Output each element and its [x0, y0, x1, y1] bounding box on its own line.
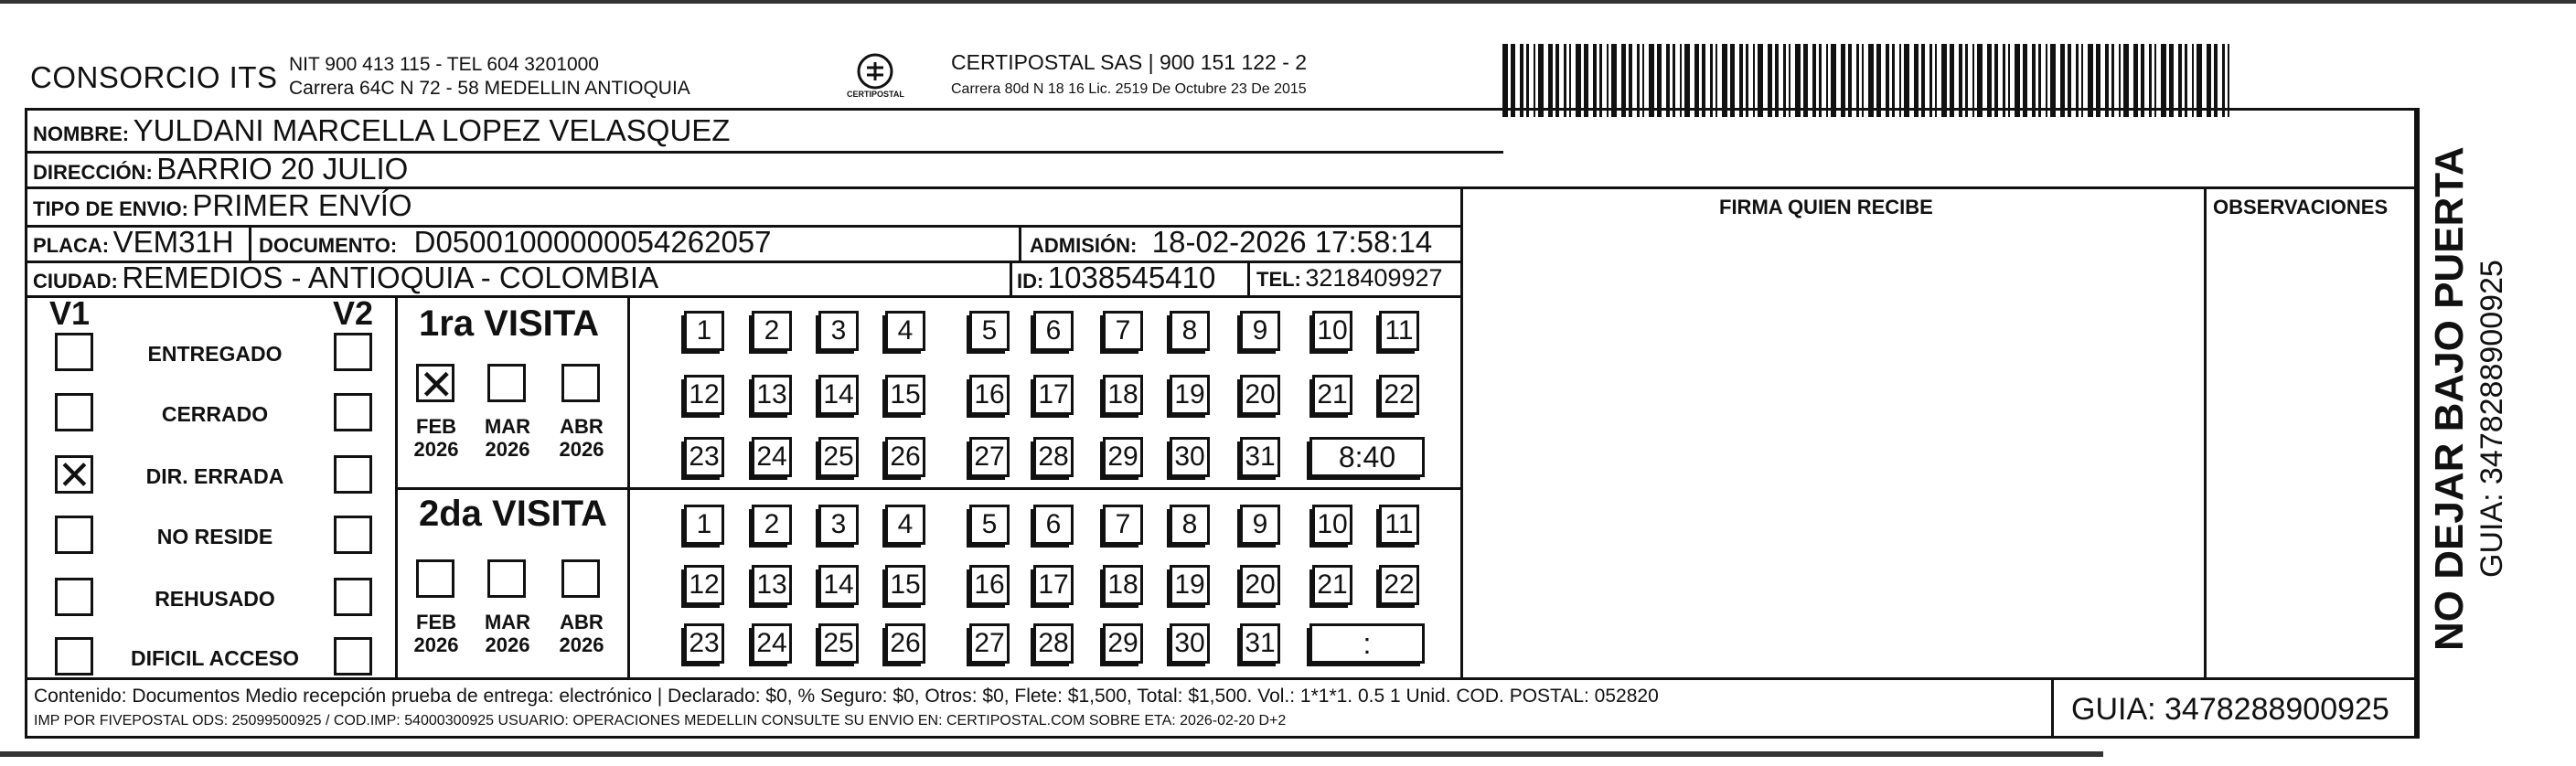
- admision-value: 18-02-2026 17:58:14: [1151, 225, 1433, 259]
- day-box[interactable]: 28: [1033, 623, 1074, 664]
- day-box[interactable]: 5: [969, 505, 1010, 545]
- barcode-bar: [1564, 44, 1566, 117]
- barcode-bar: [1548, 44, 1553, 117]
- month-year: 2026: [559, 633, 604, 656]
- barcode-bar: [1892, 44, 1895, 117]
- barcode-bar: [1904, 44, 1909, 117]
- day-box[interactable]: 17: [1033, 565, 1074, 605]
- barcode-bar: [2154, 44, 2156, 117]
- barcode-bar: [1702, 44, 1705, 117]
- documento-value: D05001000000054262057: [413, 225, 772, 259]
- barcode-bar: [1899, 44, 1901, 117]
- direccion-row: [33, 152, 408, 186]
- barcode-bar: [2222, 44, 2225, 117]
- day-box[interactable]: 3: [818, 505, 859, 545]
- firma-label: FIRMA QUIEN RECIBE: [1719, 196, 1933, 218]
- barcode-bar: [2032, 44, 2036, 117]
- barcode-bar: [2008, 44, 2010, 117]
- barcode-bar: [2068, 44, 2071, 117]
- barcode-bar: [1753, 44, 1755, 117]
- day-box[interactable]: 15: [885, 565, 925, 605]
- nombre-label: NOMBRE:: [33, 122, 130, 145]
- direccion-label: DIRECCIÓN:: [33, 161, 153, 184]
- logo-text: CERTIPOSTAL: [847, 90, 904, 99]
- tel-cell: [1256, 264, 1443, 293]
- day-box[interactable]: 22: [1379, 375, 1419, 415]
- barcode-bar: [1935, 44, 1937, 117]
- month-name: FEB: [416, 415, 456, 438]
- barcode-bar: [1803, 44, 1808, 117]
- contenido-line: Contenido: Documentos Medio recepción prueba de entrega: electrónico | Declarado: $0, % Seguro: $0, Otros: $0, Flete: $1,500, Total: $1,500. Vol.: 1*1*1. 0.5 1 Unid. COD. POSTAL: 052820: [34, 686, 1659, 707]
- barcode-bar: [1666, 44, 1670, 117]
- day-box[interactable]: 29: [1103, 437, 1143, 477]
- barcode-bar: [1722, 44, 1727, 117]
- barcode-bar: [1657, 44, 1662, 117]
- barcode-bar: [2003, 44, 2005, 117]
- day-box[interactable]: 28: [1033, 437, 1074, 477]
- day-box[interactable]: 24: [752, 437, 792, 477]
- barcode-bar: [1621, 44, 1626, 117]
- month-name: MAR: [484, 415, 531, 438]
- time-box[interactable]: 8:40: [1309, 437, 1425, 477]
- barcode-bar: [1812, 44, 1816, 117]
- day-box[interactable]: 4: [885, 311, 925, 351]
- barcode-bar: [1959, 44, 1962, 117]
- barcode-bar: [1914, 44, 1919, 117]
- month-checkbox[interactable]: [487, 364, 526, 402]
- day-box[interactable]: 11: [1379, 505, 1419, 545]
- barcode-bar: [1746, 44, 1748, 117]
- tipo-envio-label: TIPO DE ENVIO:: [33, 197, 188, 220]
- day-box[interactable]: 30: [1170, 437, 1210, 477]
- month-year: 2026: [559, 438, 604, 461]
- day-box[interactable]: 13: [752, 375, 792, 415]
- barcode-bar: [1555, 44, 1559, 117]
- barcode-bar: [2161, 44, 2166, 117]
- day-box[interactable]: 9: [1240, 505, 1280, 545]
- day-box[interactable]: 29: [1103, 623, 1143, 664]
- day-box[interactable]: 10: [1312, 505, 1352, 545]
- day-box[interactable]: 12: [684, 375, 724, 415]
- barcode-bar: [1673, 44, 1675, 117]
- nombre-value: YULDANI MARCELLA LOPEZ VELASQUEZ: [133, 113, 731, 147]
- check-mark: ✕: [58, 452, 91, 499]
- barcode-bar: [1862, 44, 1864, 117]
- day-box[interactable]: 25: [818, 623, 859, 664]
- barcode-bar: [2149, 44, 2152, 117]
- barcode-bar: [2141, 44, 2144, 117]
- second-visit-title: 2da VISITA: [419, 494, 607, 534]
- barcode-bar: [1569, 44, 1571, 117]
- v2-checkbox[interactable]: [334, 455, 372, 494]
- month-checkbox[interactable]: [416, 360, 454, 410]
- day-box[interactable]: 12: [684, 565, 724, 605]
- v1-checkbox[interactable]: [55, 578, 93, 616]
- id-cell: [1017, 261, 1215, 295]
- day-box[interactable]: 27: [969, 623, 1010, 664]
- barcode-bar: [2207, 44, 2211, 117]
- barcode-bar: [1819, 44, 1822, 117]
- barcode-bar: [1856, 44, 1859, 117]
- barcode-bar: [1730, 44, 1735, 117]
- barcode-bar: [2081, 44, 2083, 117]
- documento-label: DOCUMENTO:: [259, 234, 398, 257]
- barcode-bar: [1768, 44, 1772, 117]
- placa-value: VEM31H: [112, 225, 234, 259]
- barcode-bar: [2050, 44, 2056, 117]
- barcode-bar: [2046, 44, 2047, 117]
- admision-label: ADMISIÓN:: [1030, 234, 1138, 257]
- barcode-bar: [2228, 44, 2229, 117]
- month-year: 2026: [485, 438, 530, 461]
- ciudad-cell: [33, 261, 658, 295]
- barcode-bar: [2197, 44, 2202, 117]
- barcode-bar: [1599, 44, 1602, 117]
- barcode-bar: [1642, 44, 1644, 117]
- day-box[interactable]: 14: [818, 375, 859, 415]
- direccion-value: BARRIO 20 JULIO: [156, 152, 409, 186]
- barcode-bar: [1576, 44, 1581, 117]
- month-name: FEB: [416, 611, 456, 633]
- barcode-bar: [1629, 44, 1632, 117]
- day-box[interactable]: 17: [1033, 375, 1074, 415]
- day-box[interactable]: 6: [1033, 311, 1074, 351]
- day-box[interactable]: 13: [752, 565, 792, 605]
- barcode-bar: [1534, 44, 1535, 117]
- barcode-bar: [1680, 44, 1682, 117]
- barcode-bar: [2169, 44, 2174, 117]
- barcode-bar: [1520, 44, 1523, 117]
- day-box[interactable]: 6: [1033, 505, 1074, 545]
- time-box[interactable]: :: [1309, 623, 1425, 664]
- barcode-bar: [2015, 44, 2020, 117]
- company-nit: NIT 900 413 115 - TEL 604 3201000: [289, 54, 599, 75]
- day-box[interactable]: 21: [1312, 565, 1352, 605]
- day-box[interactable]: 27: [969, 437, 1010, 477]
- reason-label: NO RESIDE: [156, 525, 273, 548]
- barcode-bar: [2060, 44, 2065, 117]
- day-box[interactable]: 3: [818, 311, 859, 351]
- day-box[interactable]: 4: [885, 505, 925, 545]
- day-box[interactable]: 19: [1170, 565, 1210, 605]
- top-edge: [0, 0, 2576, 13]
- day-box[interactable]: 2: [752, 505, 792, 545]
- day-box[interactable]: 14: [818, 565, 859, 605]
- v2-label: V2: [333, 294, 374, 332]
- day-box[interactable]: 22: [1379, 565, 1419, 605]
- imp-line: IMP POR FIVEPOSTAL ODS: 25099500925 / COD.IMP: 54000300925 USUARIO: OPERACIONES MEDELLIN CONSULTE SU ENVIO EN: CERTIPOSTAL.COM SOBRE ETA: 2026-02-20 D+2: [34, 713, 1287, 729]
- observaciones-label: OBSERVACIONES: [2213, 196, 2389, 218]
- month-checkbox[interactable]: [487, 559, 526, 598]
- day-box[interactable]: 30: [1170, 623, 1210, 664]
- barcode-bar: [1795, 44, 1801, 117]
- barcode-bar: [2178, 44, 2182, 117]
- footer-guia: GUIA: 3478288900925: [2071, 692, 2389, 727]
- admision-cell: [1030, 225, 1432, 260]
- barcode-bar: [1841, 44, 1845, 117]
- v1-checkbox[interactable]: [55, 637, 93, 676]
- month-year: 2026: [413, 438, 459, 461]
- v1-checkbox[interactable]: [55, 452, 93, 499]
- barcode-bar: [1789, 44, 1790, 117]
- day-box[interactable]: 11: [1379, 311, 1419, 351]
- month-year: 2026: [485, 633, 530, 656]
- v2-checkbox[interactable]: [334, 393, 372, 431]
- barcode-bar: [2076, 44, 2079, 117]
- day-box[interactable]: 31: [1240, 437, 1280, 477]
- tipo-envio-row: [33, 188, 412, 223]
- day-box[interactable]: 9: [1240, 311, 1280, 351]
- v1-checkbox[interactable]: [55, 516, 93, 554]
- day-box[interactable]: 21: [1312, 375, 1352, 415]
- v1-checkbox[interactable]: [55, 333, 93, 371]
- check-mark: ✕: [419, 360, 454, 410]
- day-box[interactable]: 24: [752, 623, 792, 664]
- reason-label: CERRADO: [161, 402, 269, 426]
- barcode-bar: [1921, 44, 1925, 117]
- day-box[interactable]: 18: [1103, 375, 1143, 415]
- carrier-name: CERTIPOSTAL SAS | 900 151 122 - 2: [951, 50, 1308, 74]
- day-box[interactable]: 18: [1103, 565, 1143, 605]
- certipostal-logo: [843, 48, 907, 108]
- barcode-bar: [2123, 44, 2129, 117]
- day-box[interactable]: 16: [969, 375, 1010, 415]
- carrier-address: Carrera 80d N 18 16 Lic. 2519 De Octubre 23 De 2015: [951, 81, 1307, 97]
- month-name: ABR: [560, 611, 604, 633]
- reason-label: ENTREGADO: [147, 342, 283, 366]
- barcode-bar: [1783, 44, 1786, 117]
- day-box[interactable]: 15: [885, 375, 925, 415]
- company-address: Carrera 64C N 72 - 58 MEDELLIN ANTIOQUIA: [289, 78, 690, 99]
- v1-checkbox[interactable]: [55, 393, 93, 431]
- day-box[interactable]: 8: [1170, 311, 1210, 351]
- barcode-bar: [1886, 44, 1889, 117]
- id-label: ID:: [1017, 270, 1044, 293]
- day-box[interactable]: 25: [818, 437, 859, 477]
- barcode-bar: [1649, 44, 1654, 117]
- day-box[interactable]: 20: [1240, 375, 1280, 415]
- barcode-bar: [1607, 44, 1609, 117]
- barcode-bar: [1775, 44, 1779, 117]
- barcode-bar: [1694, 44, 1699, 117]
- day-box[interactable]: 1: [684, 505, 724, 545]
- month-checkbox[interactable]: [416, 559, 454, 598]
- barcode-bar: [1716, 44, 1717, 117]
- barcode-bar: [1758, 44, 1763, 117]
- barcode-bar: [1684, 44, 1690, 117]
- barcode-bar: [1710, 44, 1713, 117]
- placa-label: PLACA:: [33, 234, 110, 257]
- barcode-bar: [1611, 44, 1617, 117]
- v1-label: V1: [49, 294, 91, 332]
- barcode-bar: [1950, 44, 1954, 117]
- tel-value: 3218409927: [1305, 264, 1443, 292]
- reason-label: REHUSADO: [155, 587, 275, 611]
- day-box[interactable]: 7: [1103, 311, 1143, 351]
- month-year: 2026: [413, 633, 459, 656]
- documento-cell: [259, 225, 772, 260]
- barcode-bar: [2119, 44, 2121, 117]
- v2-checkbox[interactable]: [334, 516, 372, 554]
- ciudad-value: REMEDIOS - ANTIOQUIA - COLOMBIA: [122, 261, 659, 294]
- barcode-bar: [2111, 44, 2114, 117]
- barcode-bar: [1929, 44, 1932, 117]
- tel-label: TEL:: [1256, 268, 1301, 291]
- barcode-bar: [1511, 44, 1515, 117]
- reason-label: DIFICIL ACCESO: [130, 646, 299, 670]
- day-box[interactable]: 10: [1312, 311, 1352, 351]
- barcode-bar: [1593, 44, 1597, 117]
- company-name: CONSORCIO ITS: [30, 60, 278, 94]
- barcode-bar: [2096, 44, 2100, 117]
- day-box[interactable]: 7: [1103, 505, 1143, 545]
- barcode-bar: [1739, 44, 1743, 117]
- barcode-bar: [2023, 44, 2027, 117]
- tipo-envio-value: PRIMER ENVÍO: [192, 188, 412, 222]
- day-box[interactable]: 26: [885, 437, 925, 477]
- month-name: MAR: [484, 611, 531, 633]
- bottom-edge: [0, 751, 2103, 757]
- barcode-bar: [2192, 44, 2194, 117]
- month-checkbox[interactable]: [561, 364, 600, 402]
- barcode-bar: [1876, 44, 1881, 117]
- barcode-bar: [2038, 44, 2041, 117]
- barcode-bar: [1526, 44, 1529, 117]
- first-visit-title: 1ra VISITA: [419, 303, 600, 344]
- placa-cell: [33, 225, 234, 260]
- v2-checkbox[interactable]: [334, 637, 372, 676]
- barcode-bar: [1502, 44, 1508, 117]
- barcode-bar: [1977, 44, 1983, 117]
- day-box[interactable]: 23: [684, 623, 724, 664]
- barcode-bar: [2133, 44, 2138, 117]
- day-box[interactable]: 16: [969, 565, 1010, 605]
- day-box[interactable]: 5: [969, 311, 1010, 351]
- side-guia: GUIA: 3478288900925: [2474, 260, 2509, 578]
- day-box[interactable]: 1: [684, 311, 724, 351]
- barcode-bar: [1637, 44, 1640, 117]
- barcode-bar: [1538, 44, 1544, 117]
- barcode-bar: [2088, 44, 2093, 117]
- barcode-bar: [1972, 44, 1974, 117]
- month-checkbox[interactable]: [561, 559, 600, 598]
- barcode-bar: [1965, 44, 1968, 117]
- ciudad-label: CIUDAD:: [33, 270, 118, 293]
- day-box[interactable]: 23: [684, 437, 724, 477]
- barcode-bar: [2105, 44, 2109, 117]
- barcode-bar: [2185, 44, 2187, 117]
- barcode-bar: [1987, 44, 1992, 117]
- barcode-bar: [1941, 44, 1947, 117]
- barcode-bar: [1826, 44, 1828, 117]
- month-name: ABR: [560, 415, 604, 438]
- day-box[interactable]: 2: [752, 311, 792, 351]
- v2-checkbox[interactable]: [334, 333, 372, 371]
- day-box[interactable]: 20: [1240, 565, 1280, 605]
- barcode-bar: [1848, 44, 1852, 117]
- barcode-bar: [1831, 44, 1836, 117]
- no-dejar-warning: NO DEJAR BAJO PUERTA: [2427, 146, 2472, 651]
- barcode-bar: [1584, 44, 1588, 117]
- day-box[interactable]: 26: [885, 623, 925, 664]
- barcode-bar: [2214, 44, 2218, 117]
- id-value: 1038545410: [1047, 261, 1216, 294]
- day-box[interactable]: 31: [1240, 623, 1280, 664]
- reason-label: DIR. ERRADA: [145, 464, 284, 488]
- day-box[interactable]: 8: [1170, 505, 1210, 545]
- barcode-bar: [1994, 44, 1998, 117]
- day-box[interactable]: 19: [1170, 375, 1210, 415]
- barcode-bar: [1868, 44, 1874, 117]
- barcode: [1502, 44, 2234, 117]
- v2-checkbox[interactable]: [334, 578, 372, 616]
- nombre-row: [33, 113, 730, 148]
